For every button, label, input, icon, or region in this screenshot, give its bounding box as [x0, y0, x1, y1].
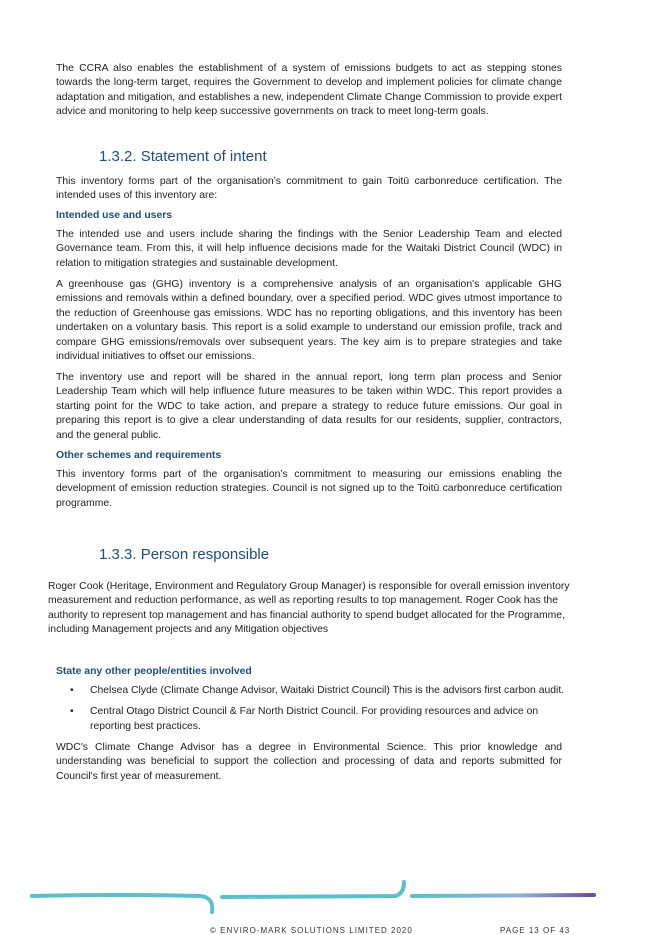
- heading-other-people: State any other people/entities involved: [56, 666, 252, 677]
- heading-intended-use: Intended use and users: [56, 210, 173, 221]
- intended-paragraph-3: The inventory use and report will be shared in the annual report, long term plan process and Senior Leadership Team which will help influence future measures to be taken within WDC. This report provides a starting point for the WDC to take action, and prepare a strategy to reduce future emissions. Our goal in preparing this report is to give a clear understanding of data results for our residents, supplier, contractors, and the general public.: [56, 372, 562, 441]
- footer-copyright: © ENVIRO-MARK SOLUTIONS LIMITED 2020: [210, 926, 413, 935]
- people-list: [56, 684, 576, 741]
- footer-wave-decoration: [0, 872, 645, 920]
- footer-page-number: PAGE 13 OF 43: [500, 926, 571, 935]
- intended-paragraph-2: A greenhouse gas (GHG) inventory is a comprehensive analysis of an organisation's applicable GHG emissions and removals within a defined boundary, over a specified period. WDC gives utmost importance to the reduction of Greenhouse gas emissions. WDC has no reporting obligations, and this inventory has been undertaken on a voluntary basis. This report is a solid example to understand our emission profile, track and compare GHG emissions/removals over subsequent years. The key aim is to prepare strategies and take individual initiatives to offset our emissions.: [56, 279, 562, 363]
- heading-other-schemes: Other schemes and requirements: [56, 450, 222, 461]
- intended-paragraph-1: The intended use and users include sharing the findings with the Senior Leadership Team and elected Governance team. From this, it will help influence decisions made for the Waitaki District Council (WDC) in relation to mitigation strategies and sustainable development.: [56, 229, 562, 269]
- heading-person-responsible: 1.3.3. Person responsible: [99, 546, 270, 563]
- other-schemes-paragraph: This inventory forms part of the organisation’s commitment to measuring our emissions enabling the development of emission reduction strategies. Council is not signed up to the Toitū carbonreduce certification programme.: [56, 469, 562, 509]
- closing-paragraph: WDC's Climate Change Advisor has a degree in Environmental Science. This prior knowledge and understanding was beneficial to support the collection and processing of data and reports submitted for Council's first year of measurement.: [56, 742, 562, 782]
- ccra-paragraph: The CCRA also enables the establishment of a system of emissions budgets to act as stepping stones towards the long-term target, requires the Government to develop and implement policies for climate change adaptation and mitigation, and establishes a new, independent Climate Change Commission to provide expert advice and monitoring to help keep successive governments on track to meet long-term goals.: [56, 63, 562, 118]
- list-item: • Chelsea Clyde (Climate Change Advisor, Waitaki District Council) This is the advisors first carbon audit.: [70, 685, 565, 696]
- statement-intro: This inventory forms part of the organisation’s commitment to gain Toitū carbonreduce certification. The intended uses of this inventory are:: [56, 176, 562, 202]
- list-item: • Central Otago District Council & Far North District Council. For providing resources and advice on reporting best practices.: [70, 706, 539, 732]
- heading-statement-of-intent: 1.3.2. Statement of intent: [99, 148, 267, 165]
- person-responsible-paragraph: Roger Cook (Heritage, Environment and Regulatory Group Manager) is responsible for overall emission inventory measurement and reduction performance, as well as reporting results to top management. Roger Cook has the authority to represent top management and has financial authority to spend budget allocated for the Programme, including Management projects and any Mitigation objectives: [48, 581, 570, 636]
